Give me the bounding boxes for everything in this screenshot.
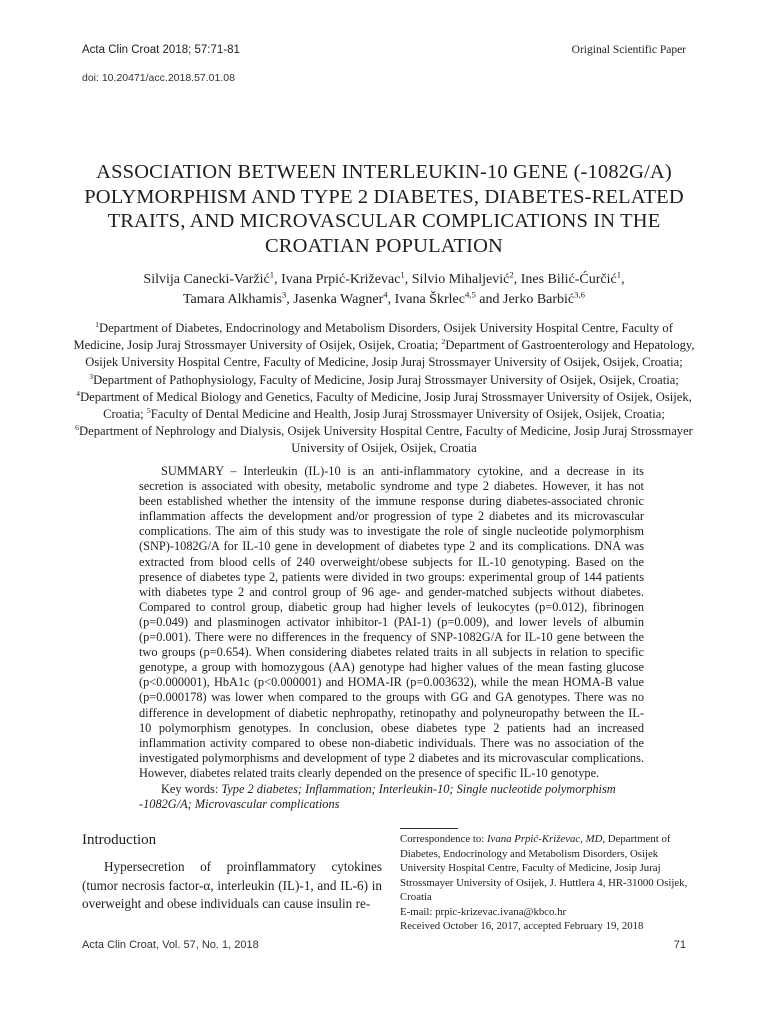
- page-number: 71: [673, 939, 686, 951]
- abstract-text: SUMMARY – Interleukin (IL)-10 is an anti-inflammatory cytokine, and a decrease in its secretion is associated with obesity, metabolic syndrome and type 2 diabetes. However, it has not been established whether the intensity of the immune response during diabetes-associated chronic inflammation affects the development and/or progression of type 2 diabetes and its microvascular complications. The aim of this study was to investigate the role of single nucleotide polymorphism (SNP)-1082G/A for IL-10 gene in development of diabetes type 2 and its complications. DNA was extracted from blood cells of 240 overweight/obese subjects for IL-10 genotyping. Based on the presence of diabetes type 2, patients were divided in two groups: experimental group of 144 patients with diabetes type 2 and control group of 96 age- and gender-matched subjects without diabetes. Compared to control group, diabetic group had higher levels of leukocytes (p=0.012), fibrinogen (p=0.049) and plasminogen activator inhibitor-1 (PAI-1) (p=0.009), and lower levels of albumin (p=0.001). There were no differences in the frequency of SNP-1082G/A for IL-10 gene between the two groups (p=0.654). When considering diabetes related traits in all subjects in relation to specific genotype, a group with homozygous (AA) genotype had higher values of the mean fasting glucose (p<0.000001), HbA1c (p<0.000001) and HOMA-IR (p=0.003632), while the mean HOMA-B value (p=0.000178) was lower when compared to the groups with GG and GA genotypes. There was no difference in development of diabetic nephropathy, retinopathy and polyneuropathy between the IL-10 polymorphism genotypes. In conclusion, obese diabetes type 2 patients had an increased inflammation activity compared to obese non-diabetic individuals. There was no association of the investigated polymorphisms and development of type 2 diabetes and its microvascular complications. However, diabetes related traits clearly depended on the presence of specific IL-10 genotype.: [139, 464, 644, 780]
- affiliation-list: [72, 320, 696, 458]
- affiliation-number: 2: [441, 337, 446, 347]
- author-name: Silvio Mihaljević: [411, 272, 510, 287]
- affiliation-text: Department of Nephrology and Dialysis, Osijek University Hospital Centre, Faculty of Medicine, Josip Juraj Strossmayer University of Osijek, Osijek, Croatia: [79, 424, 693, 456]
- affiliation-number: 3: [89, 371, 94, 381]
- affiliation-text: Department of Gastroenterology and Hepatology, Osijek University Hospital Centre, Faculty of Medicine, Josip Juraj Strossmayer University of Osijek, Osijek, Croatia;: [85, 338, 695, 370]
- keywords-label: Key words:: [161, 782, 222, 796]
- affiliation-text: Department of Medical Biology and Genetics, Faculty of Medicine, Josip Juraj Strossmayer University of Osijek, Osijek, Croatia;: [80, 389, 692, 422]
- keywords: [139, 782, 644, 812]
- author-name: Ivana Škrlec: [394, 292, 465, 307]
- affiliation-number: 5: [146, 405, 151, 415]
- author-affiliation-mark: 1: [616, 269, 622, 280]
- correspondence-name: Ivana Prpić-Križevac, MD: [486, 833, 603, 845]
- affiliation-number: 4: [76, 388, 81, 398]
- author-affiliation-mark: 4: [383, 289, 388, 300]
- footnote-divider: [400, 828, 458, 829]
- correspondence-email[interactable]: E-mail: prpic-krizevac.ivana@kbco.hr: [400, 905, 567, 918]
- affiliation-number: 1: [95, 319, 99, 329]
- affiliation-number: 6: [75, 423, 80, 433]
- author-separator: ,: [513, 272, 521, 287]
- introduction-text: Hypersecretion of proinflammatory cytokines (tumor necrosis factor-α, interleukin (IL)-1, and IL-6) in overweight and obese individuals can cause insulin re-: [82, 859, 382, 911]
- affiliation-text: Department of Diabetes, Endocrinology and Metabolism Disorders, Osijek University Hospital Centre, Faculty of Medicine, Josip Juraj Strossmayer University of Osijek, Osijek, Croatia;: [73, 321, 673, 353]
- keywords-text: Type 2 diabetes; Inflammation; Interleukin-10; Single nucleotide polymorphism -1082G/A; Microvascular complications: [139, 782, 616, 812]
- section-heading-introduction: Introduction: [82, 832, 157, 848]
- abstract: [139, 464, 644, 781]
- received-dates: Received October 16, 2017, accepted February 19, 2018: [400, 920, 644, 932]
- author-affiliation-mark: 1: [400, 269, 405, 280]
- correspondence-label: Correspondence to:: [400, 833, 487, 845]
- author-separator: ,: [404, 272, 412, 287]
- author-affiliation-mark: 3: [281, 289, 287, 300]
- affiliation-text: Department of Pathophysiology, Faculty of Medicine, Josip Juraj Strossmayer University of Osijek, Osijek, Croatia;: [93, 372, 679, 387]
- paper-type-label: Original Scientific Paper: [571, 44, 686, 56]
- author-name: Silvija Canecki-Varžić: [143, 272, 270, 287]
- author-separator: and: [475, 292, 503, 307]
- affiliation-text: Faculty of Dental Medicine and Health, Josip Juraj Strossmayer University of Osijek, Osijek, Croatia;: [150, 407, 665, 422]
- author-name: Jasenka Wagner: [293, 292, 384, 307]
- correspondence-footnote: [400, 832, 706, 934]
- author-affiliation-mark: 2: [509, 269, 514, 280]
- author-separator: ,: [387, 292, 395, 307]
- author-name: Jerko Barbić: [503, 292, 575, 307]
- author-list: [60, 270, 708, 310]
- author-affiliation-mark: 4,5: [464, 289, 476, 300]
- author-name: Tamara Alkhamis: [182, 292, 282, 307]
- author-affiliation-mark: 3,6: [574, 289, 585, 300]
- doi-link[interactable]: doi: 10.20471/acc.2018.57.01.08: [82, 72, 235, 84]
- author-affiliation-mark: 1: [269, 269, 275, 280]
- author-separator: ,: [274, 272, 282, 287]
- author-separator: ,: [286, 292, 294, 307]
- correspondence-address: , Department of Diabetes, Endocrinology and Metabolism Disorders, Osijek University Hospital Centre, Faculty of Medicine, Josip Juraj Strossmayer University of Osijek, J. Huttlera 4, HR-31000 Osijek, Croatia: [400, 833, 688, 903]
- article-title: ASSOCIATION BETWEEN INTERLEUKIN-10 GENE (-1082G/A) POLYMORPHISM AND TYPE 2 DIABETES, DIABETES-RELATED TRAITS, AND MICROVASCULAR COMPLICATIONS IN THE CROATIAN POPULATION: [84, 161, 684, 257]
- author-separator: ,: [621, 272, 625, 287]
- author-name: Ivana Prpić-Križevac: [281, 272, 401, 287]
- author-name: Ines Bilić-Ćurčić: [520, 272, 617, 287]
- footer-citation: Acta Clin Croat, Vol. 57, No. 1, 2018: [82, 939, 259, 951]
- journal-citation-header: Acta Clin Croat 2018; 57:71-81: [82, 44, 240, 56]
